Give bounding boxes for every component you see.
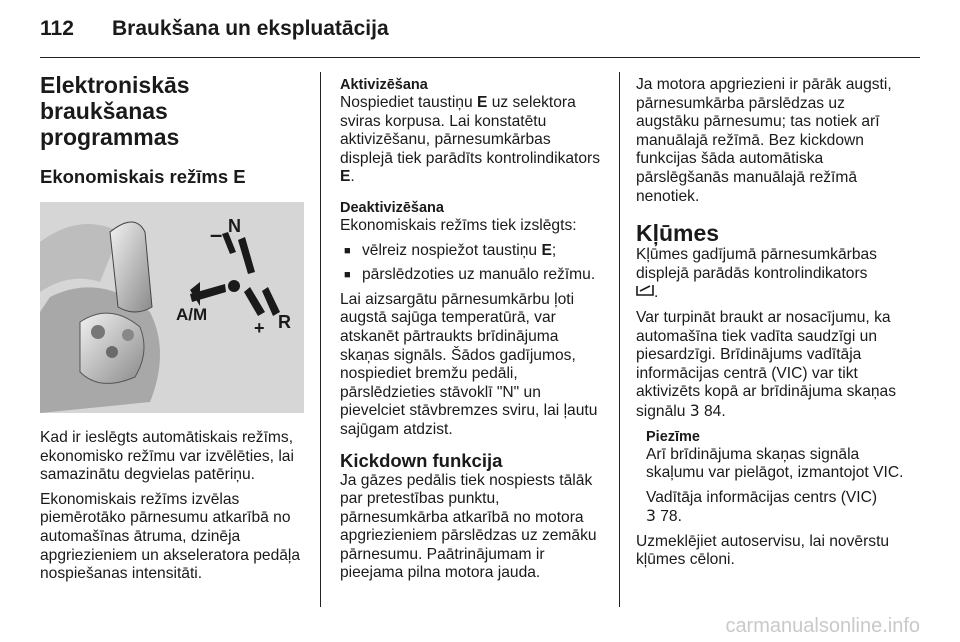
faults-paragraph	[636, 246, 906, 303]
text-run: .	[654, 284, 659, 302]
page-reference: 84.	[699, 402, 726, 420]
button-knob	[106, 346, 118, 358]
paragraph: Ekonomiskais režīms tiek izslēgts:	[340, 216, 577, 234]
paragraph: Ja motora apgriezieni ir pārāk augsti, pārnesumkārba pārslēdzas uz augstāku pārnesumu; tas notiek arī manuālajā režīmā. Bez kickdown funkcijas šāda automātiska pārslēgšanās manuālajā režīmā nenotiek.	[636, 76, 892, 205]
column-1	[40, 72, 304, 590]
paragraph: Ja gāzes pedālis tiek nospiests tālāk par pretestības punktu, pārnesumkārba atkarībā no motora apgriezieniem pārslēdzas uz zemāku pārnesumu. Paātrinājumam ir pieejama pilna motora jauda.	[340, 471, 597, 582]
column-divider-1	[320, 72, 321, 607]
key-e: E	[541, 241, 552, 259]
page-header	[40, 17, 389, 41]
subheading-deactivation: Deaktivizēšana	[340, 199, 444, 216]
page-reference: 78.	[655, 508, 682, 526]
key-e: E	[476, 94, 488, 111]
paragraph: Uzmeklējiet autoservisu, lai novērstu kļūmes cēloni.	[636, 532, 890, 569]
text-run: ;	[551, 241, 557, 259]
section-heading-kickdown: Kickdown funkcija	[340, 449, 503, 471]
note-heading: Piezīme	[646, 428, 700, 445]
note-box	[646, 428, 906, 527]
page-reference-icon: 3	[646, 507, 656, 526]
section-heading-eco: Ekonomiskais režīms E	[40, 166, 246, 187]
page-reference-icon: 3	[689, 401, 700, 420]
housing-shape	[40, 224, 120, 292]
arrow-shape	[238, 237, 255, 274]
button-knob	[122, 329, 134, 341]
chapter-title: Elektroniskās braukšanas programmas	[40, 72, 190, 150]
minus-label: –	[210, 222, 223, 247]
watermark: carmanualsonline.info	[725, 615, 920, 637]
text-run: Nospiediet taustiņu	[340, 94, 477, 111]
reverse-label: R	[278, 312, 291, 332]
arrow-shape	[244, 287, 265, 316]
text-run: .	[350, 168, 355, 186]
column-divider-2	[619, 72, 620, 607]
plus-label: +	[254, 318, 265, 338]
paragraph: Kad ir ieslēgts automātiskais režīms, ekonomisko režīmu var izvēlēties, lai samazinātu degvielas patēriņu.	[40, 429, 294, 484]
neutral-label: N	[228, 216, 241, 236]
subheading-activation: Aktivizēšana	[340, 77, 428, 93]
text-run: uz selektora sviras korpusa. Lai konstatētu aktivizēšanu, pārnesumkārbas displejā tiek parādīts kontrolindikators	[340, 94, 601, 167]
gear-selector-illustration	[40, 202, 304, 413]
text-run: Vadītāja informācijas centrs (VIC)	[646, 488, 878, 506]
paragraph: Lai aizsargātu pārnesumkārbu ļoti augstā sajūga temperatūrā, var atskanēt pārtraukts brīdinājuma skaņas signāls. Šādos gadījumos, nospiediet bremžu pedāli, pārslēdzieties stāvoklī "N" un pievelciet stāvbremzes sviru, lai ļautu sajūgam atdzist.	[340, 290, 598, 438]
column-2	[340, 76, 606, 589]
note-paragraph: Arī brīdinājuma skaņas signāla skaļumu var pielāgot, izmantojot VIC.	[646, 445, 904, 482]
column-3	[636, 76, 906, 576]
section-heading-faults: Kļūmes	[636, 220, 720, 247]
transmission-warning-icon	[636, 283, 654, 303]
pivot-dot	[228, 280, 240, 292]
button-knob	[91, 325, 105, 339]
list-item: ■ pārslēdzoties uz manuālo režīmu.	[340, 266, 606, 285]
note-reference	[646, 489, 906, 527]
page-number: 112	[40, 17, 74, 40]
indicator-e: E	[340, 168, 351, 186]
text-run: Kļūmes gadījumā pārnesumkārbas displejā parādās kontrolindikators	[636, 246, 877, 282]
list-item	[340, 242, 606, 261]
gear-lever-drawing	[40, 202, 304, 413]
paragraph: Ekonomiskais režīms izvēlas piemērotāko pārnesumu atkarībā no automašīnas ātruma, dzinēja apgriezieniem un akseleratora pedāļa nospiešanas intensitāti.	[40, 490, 301, 583]
text-run: Var turpināt braukt ar nosacījumu, ka automašīna tiek vadīta saudzīgi un piesardzīgi. Brīdinājums vadītāja informācijas centrā (VIC) var tikt aktivizēts kopā ar brīdinājuma skaņas signālu	[636, 308, 897, 420]
section-title: Braukšana un ekspluatācija	[112, 17, 389, 40]
text-run: vēlreiz nospiežot taustiņu	[362, 241, 542, 259]
am-label: A/M	[176, 305, 208, 324]
warning-paragraph	[636, 309, 906, 422]
activation-paragraph	[340, 94, 606, 187]
header-rule	[40, 57, 920, 58]
